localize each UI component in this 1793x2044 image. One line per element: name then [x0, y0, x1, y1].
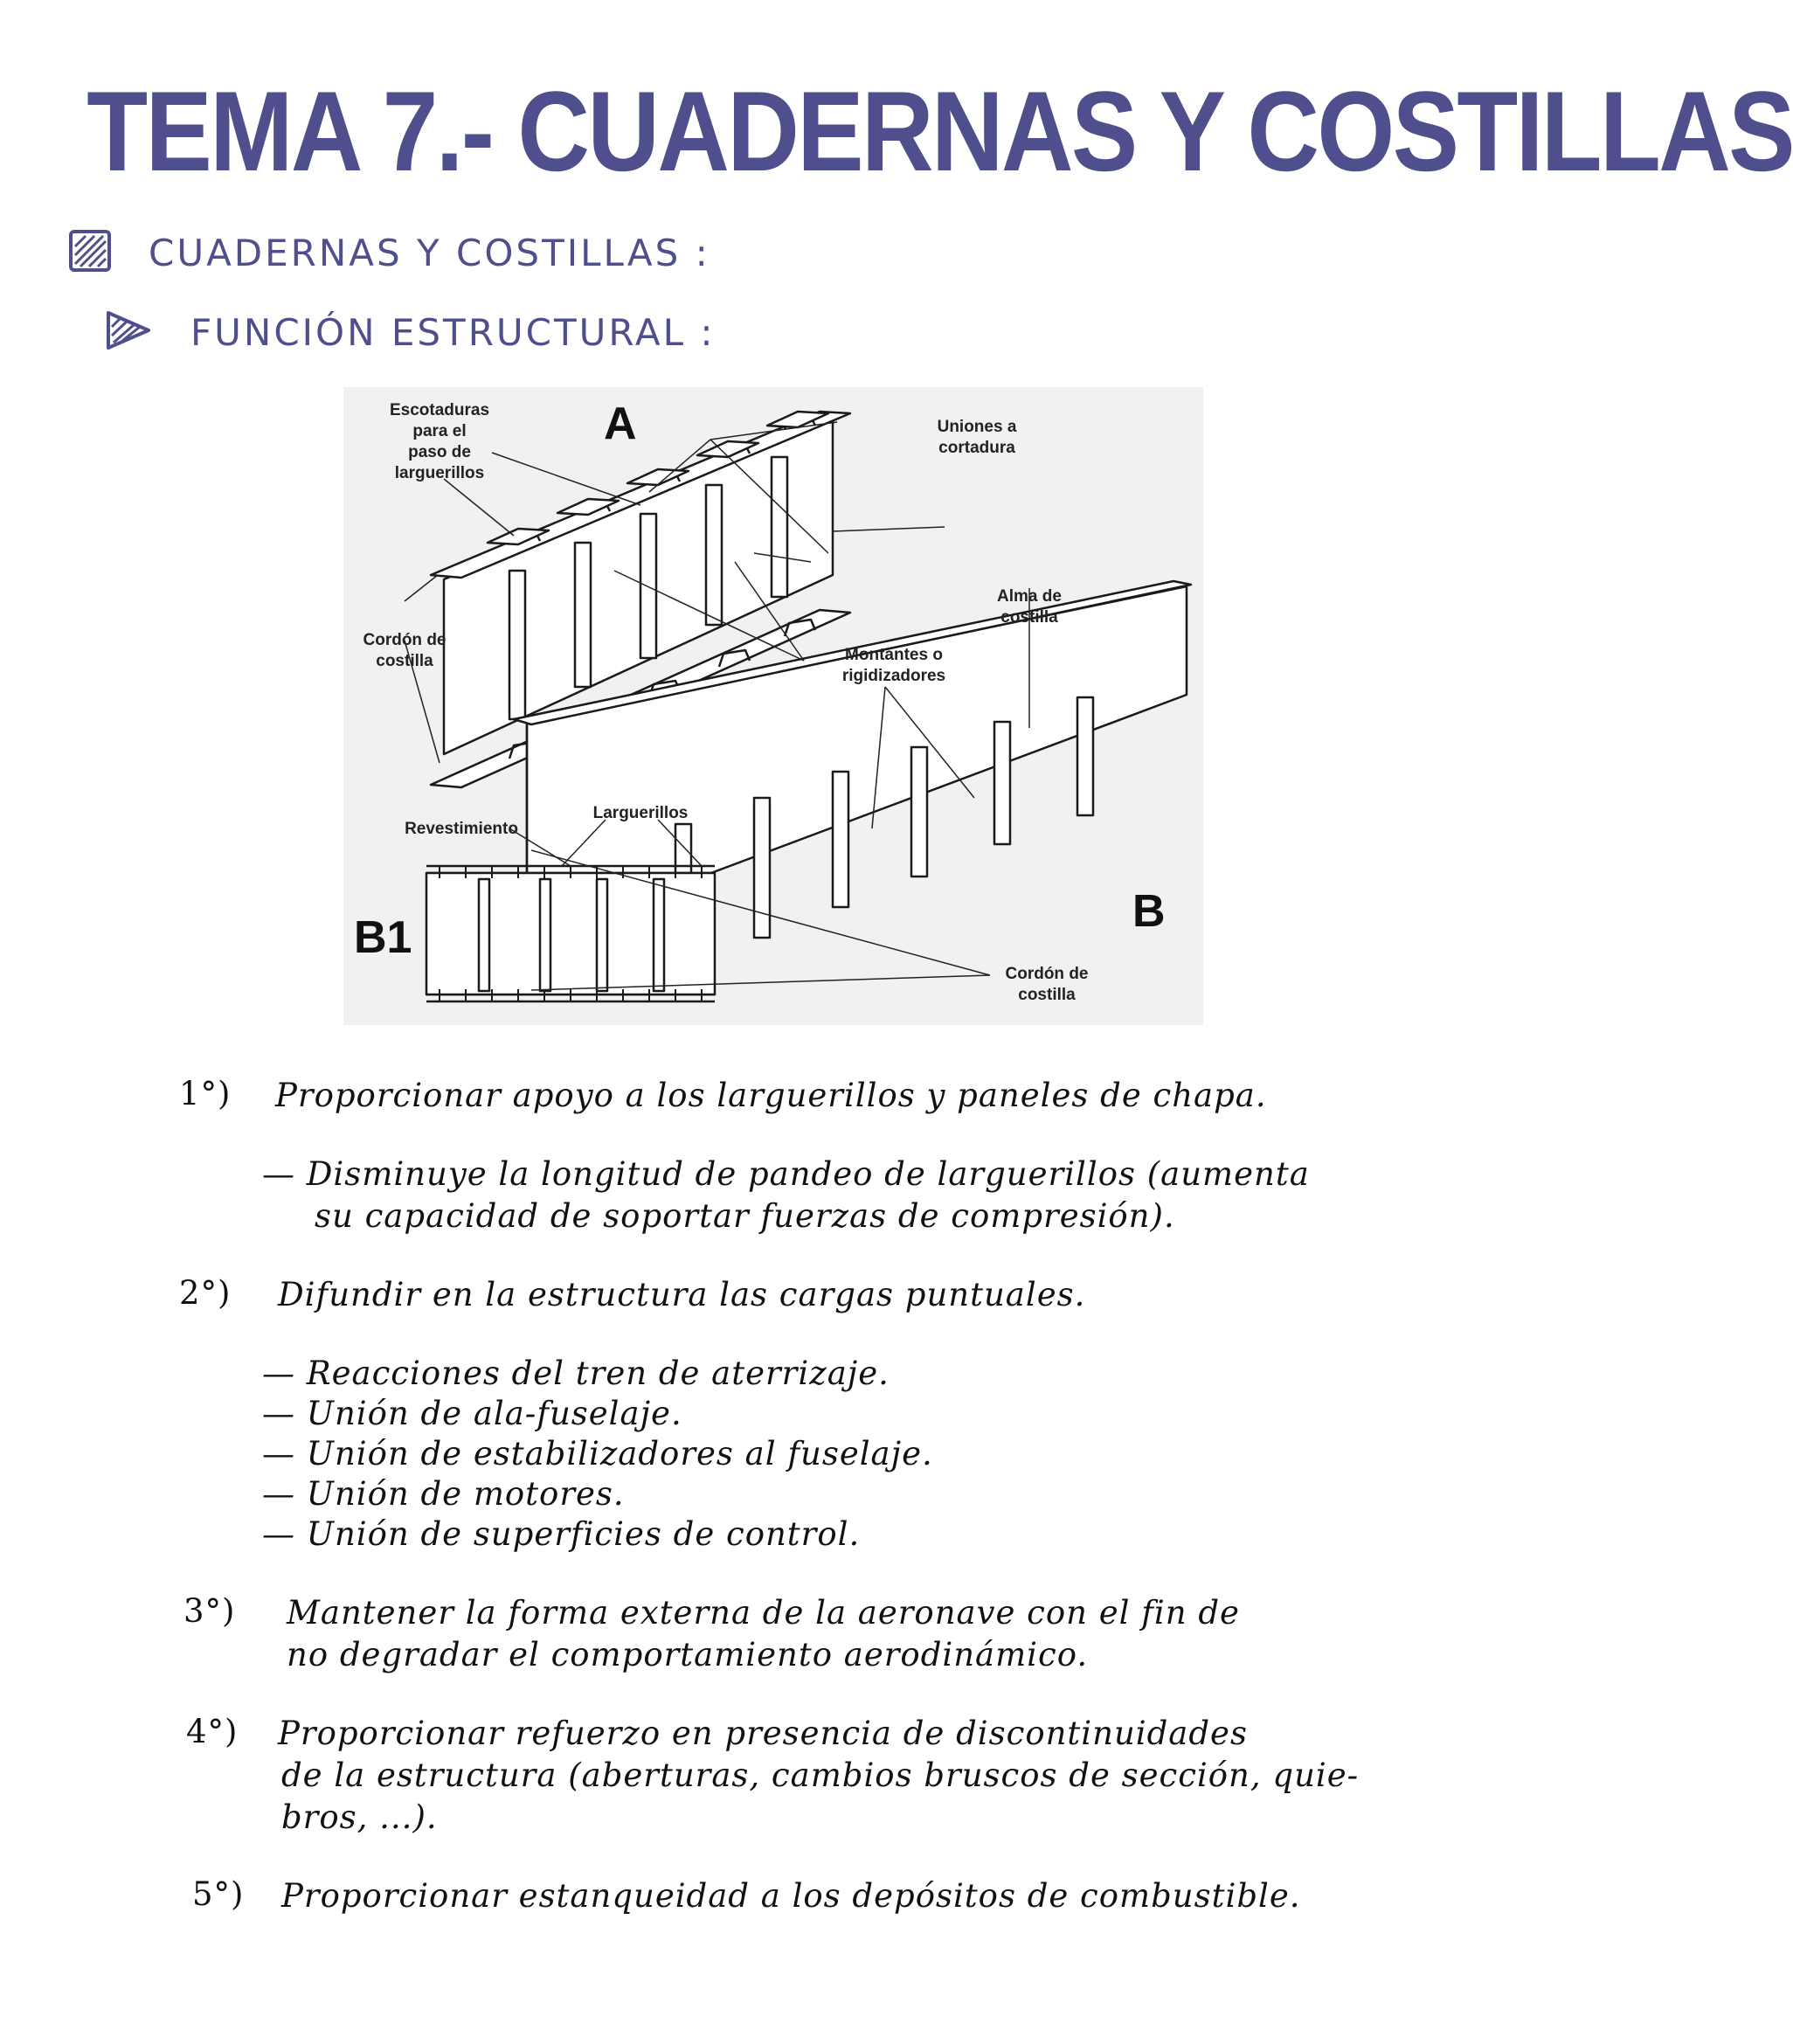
- item-1-text: Proporcionar apoyo a los larguerillos y paneles de chapa.: [275, 1077, 1267, 1114]
- uniones-label: Uniones a cortadura: [937, 418, 1017, 457]
- item-3-line2: no degradar el comportamiento aerodinámico.: [287, 1636, 1089, 1673]
- revestimiento-label: Revestimiento: [405, 820, 518, 838]
- subsection-heading: [103, 308, 715, 357]
- alma-label: Alma de costilla: [997, 587, 1062, 627]
- item-5-number: 5°): [192, 1875, 245, 1913]
- figure-label-b: B: [1132, 886, 1166, 937]
- item-3-line1: Mantener la forma externa de la aeronave con el fin de: [287, 1594, 1240, 1632]
- cordon-b-label: Cordón de costilla: [1005, 965, 1089, 1004]
- triangle-arrow-icon: [103, 308, 154, 357]
- figure-label-a: A: [604, 398, 637, 449]
- item-3-number: 3°): [183, 1592, 236, 1630]
- item-4-line3: bros, ...).: [281, 1798, 438, 1836]
- figure-label-b1: B1: [354, 912, 412, 963]
- montantes-label: Montantes o rigidizadores: [841, 646, 946, 685]
- section-heading: [68, 229, 710, 276]
- hatched-square-icon: [68, 229, 112, 276]
- item-2-sub-2: — Unión de ala-fuselaje.: [262, 1395, 682, 1432]
- item-2-sub-5: — Unión de superficies de control.: [262, 1515, 861, 1553]
- larguerillos-label: Larguerillos: [592, 804, 689, 822]
- item-4-line2: de la estructura (aberturas, cambios bruscos de sección, quie-: [281, 1756, 1360, 1794]
- page-title: TEMA 7.- CUADERNAS Y COSTILLAS: [87, 67, 1793, 195]
- item-2-text: Difundir en la estructura las cargas puntuales.: [278, 1276, 1086, 1313]
- rib-structure-figure: [343, 387, 1203, 1025]
- item-2-sub-4: — Unión de motores.: [262, 1475, 625, 1513]
- item-2-number: 2°): [179, 1274, 232, 1312]
- item-4-line1: Proporcionar refuerzo en presencia de discontinuidades: [278, 1715, 1248, 1752]
- item-1-number: 1°): [179, 1075, 232, 1112]
- subsection-label: FUNCIÓN ESTRUCTURAL :: [190, 310, 716, 354]
- item-5-text: Proporcionar estanqueidad a los depósitos de combustible.: [281, 1877, 1301, 1915]
- cordon-a-label: Cordón de costilla: [363, 631, 447, 670]
- section-label: CUADERNAS Y COSTILLAS :: [149, 231, 710, 274]
- escotaduras-label: Escotaduras para el paso de larguerillos: [389, 401, 490, 482]
- item-2-sub-3: — Unión de estabilizadores al fuselaje.: [262, 1435, 933, 1472]
- item-4-number: 4°): [186, 1713, 239, 1750]
- item-1-sub-line1: — Disminuye la longitud de pandeo de larguerillos (aumenta: [262, 1155, 1310, 1193]
- item-1-sub-line2: su capacidad de soportar fuerzas de compresión).: [315, 1197, 1175, 1235]
- item-2-sub-1: — Reacciones del tren de aterrizaje.: [262, 1355, 890, 1392]
